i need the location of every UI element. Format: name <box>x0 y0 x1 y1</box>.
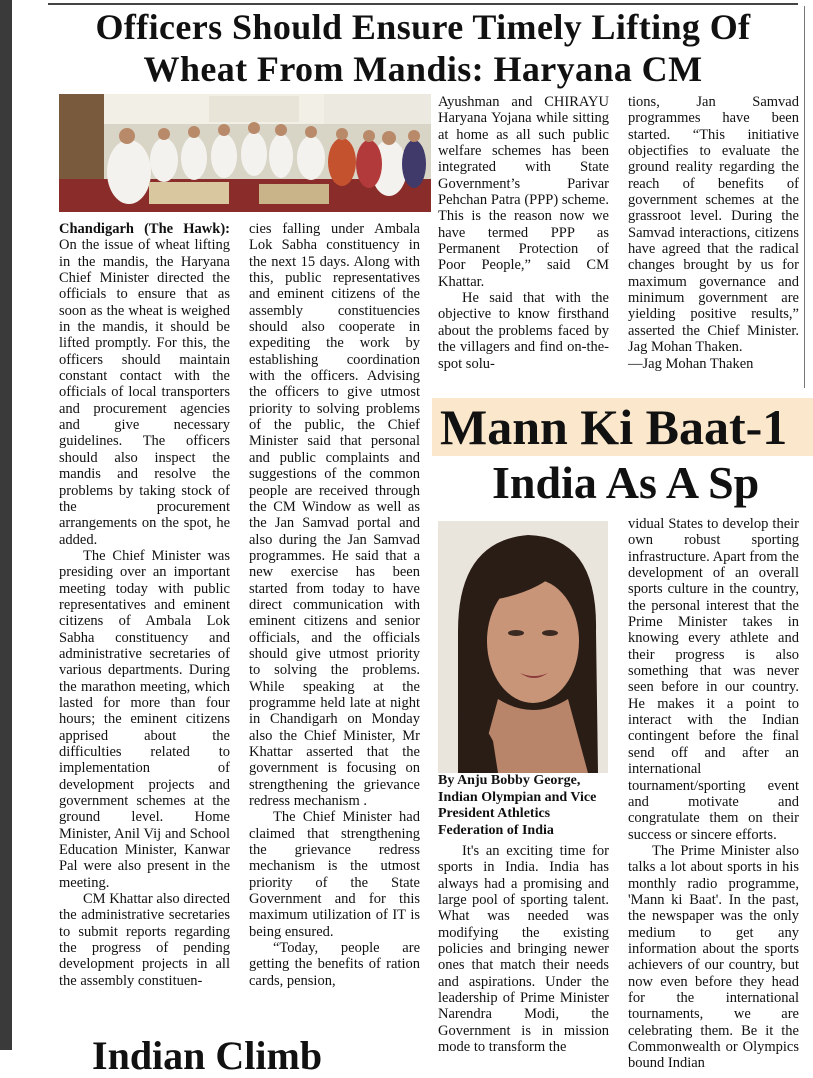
col2-para2: The Chief Minister had claimed that strengthening the grievance redress mechanism is the utmost priority of the State Government and for this maximum utilization of IT is being ensured. <box>249 809 420 940</box>
article-column-2 <box>249 221 420 989</box>
col2-para3: “Today, people are getting the benefits of ration cards, pension, <box>249 940 420 989</box>
meeting-photo <box>59 94 431 212</box>
article-column-6 <box>628 516 799 1072</box>
col4-para1: tions, Jan Samvad programmes have been started. “This initiative objectifies to evaluate the ground reality regarding the reach of benefits of government schemes at the grassroot level. During the Samvad interactions, citizens have agreed that the radical changes brought by us for maximum governance and minimum government are yielding positive results,” asserted the Chief Minister. Jag Mohan Thaken. <box>628 94 799 356</box>
col3-para1: Ayushman and CHIRAYU Haryana Yojana while sitting at home as all such public welfare schemes has been integrated with State Government’s Parivar Pehchan Patra (PPP) scheme. This is the reason now we have termed PPP as Permanent Protection of Poor People,” said CM Khattar. <box>438 94 609 290</box>
top-rule <box>48 3 798 5</box>
article-column-1 <box>59 221 230 989</box>
col6-para1: vidual States to develop their own robust sporting infrastructure. Apart from the development of an overall sports culture in the country, the personal interest that the Prime Minister takes in knowing every athlete and their progress is also something that was never seen before in our country. He makes it a point to interact with the Indian contingent before the final send off and after an international tournament/sporting event and motivate and congratulate them on their success or sincere efforts. <box>628 516 799 843</box>
col6-para2: The Prime Minister also talks a lot about sports in his monthly radio programme, 'Mann ki Baat'. In the past, the newspaper was the only medium to get any information about the sports achievers of our country, but now even before they head for the international tournaments, we are celebrating them. Be it the Commonwealth or Olympics bound Indian <box>628 842 799 1072</box>
column-divider <box>804 6 805 388</box>
col5-para1: It's an exciting time for sports in India. India has always had a promising and large pool of sporting talent. What was needed was modifying the existing policies and bringing newer ones that match their needs and aspirations. Under the leadership of Prime Minister Narendra Modi, the Government is in mission mode to transform the <box>438 843 609 1056</box>
article-column-3 <box>438 94 609 372</box>
col2-para1: cies falling under Ambala Lok Sabha constituency in the next 15 days. Along with this, public representatives and eminent citizens of the assembly constituencies should also cooperate in expediting the work by establishing coordination with the officers. Advising the officers to give utmost priority to solving problems of the public, the Chief Minister said that personal and public complaints and suggestions of the common people are received through the CM Window as well as the Jan Samvad portal and also during the Jan Samvad programmes. He said that a new exercise has been started from today to have direct communication with eminent citizens and senior officials, and the officials should give utmost priority to solving the problems. While speaking at the programme held late at night in Chandigarh on Monday also the Chief Minister, Mr Khattar asserted that the government is focusing on strengthening the grievance redress mechanism . <box>249 221 420 810</box>
author-portrait-photo <box>438 521 608 773</box>
article-column-4 <box>628 94 799 372</box>
bottom-cut-headline: Indian Climb <box>92 1033 323 1078</box>
second-headline-line1: Mann Ki Baat-1 <box>440 399 788 455</box>
main-headline: Officers Should Ensure Timely Lifting Of Wheat From Mandis: Haryana CM <box>95 7 751 89</box>
article-column-5 <box>438 843 609 1055</box>
page-edge-strip <box>0 0 12 1050</box>
col1-para2: The Chief Minister was presiding over an important meeting today with public representatives and eminent citizens of Ambala Lok Sabha constituency and administrative secretaries of various departments. During the marathon meeting, which lasted for more than four hours; the eminent citizens apprised about the difficulties related to implementation of development projects and government schemes at the ground level. Home Minister, Anil Vij and School Education Minister, Kanwar Pal were also present in the meeting. <box>59 547 230 891</box>
col3-para2: He said that with the objective to know firsthand about the problems faced by the villagers and find on-the-spot solu- <box>438 290 609 372</box>
col1-para3: CM Khattar also directed the administrative secretaries to submit reports regarding the progress of pending development projects in all the assembly constituen- <box>59 891 230 989</box>
col1-para1: On the issue of wheat lifting in the mandis, the Haryana Chief Minister directed the officials to ensure that as soon as the wheat is weighed in the mandis, it should be lifted promptly. For this, the officers should maintain constant contact with the officials of local transporters and procurement agencies and give necessary guidelines. The officers should also inspect the mandis and resolve the problems by taking stock of the procurement arrangements on the spot, he added. <box>59 237 230 548</box>
second-headline-line2: India As A Sp <box>492 457 760 508</box>
dateline: Chandigarh (The Hawk): <box>59 221 230 237</box>
reporter-signoff: —Jag Mohan Thaken <box>628 355 754 372</box>
author-byline: By Anju Bobby George, Indian Olympian and Vice President Athletics Federation of India <box>438 773 597 838</box>
